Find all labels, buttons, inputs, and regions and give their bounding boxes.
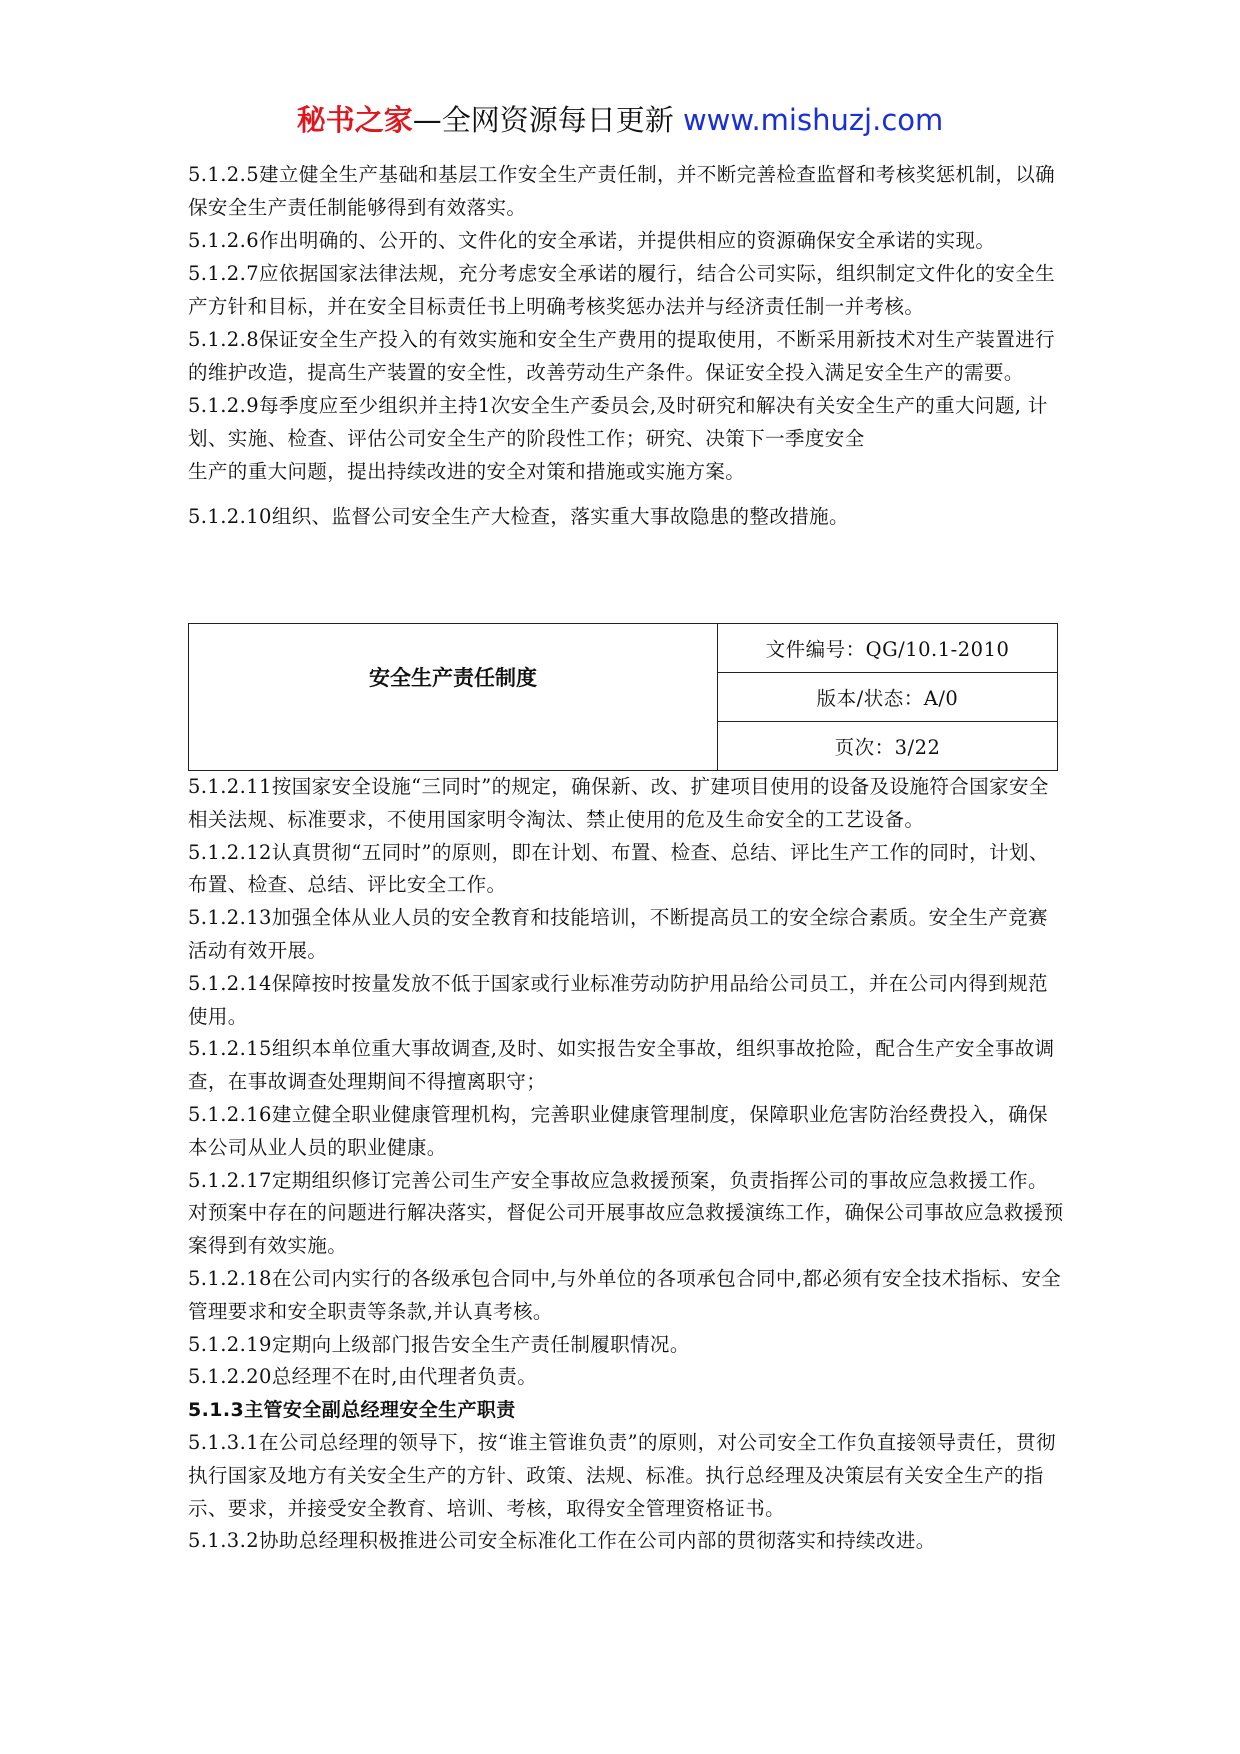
clause-5-1-2-13: 5.1.2.13加强全体从业人员的安全教育和技能培训，不断提高员工的安全综合素质。安全生产竞赛活动有效开展。 xyxy=(188,906,1048,962)
clause-5-1-2-11: 5.1.2.11按国家安全设施“三同时”的规定，确保新、改、扩建项目使用的设备及设施符合国家安全相关法规、标准要求，不使用国家明令淘汰、禁止使用的危及生命安全的工艺设备。 xyxy=(188,775,1049,831)
banner-brand: 秘书之家 xyxy=(296,103,413,137)
document-body-top xyxy=(188,158,1064,537)
clause-5-1-2-16: 5.1.2.16建立健全职业健康管理机构，完善职业健康管理制度，保障职业危害防治经费投入，确保本公司从业人员的职业健康。 xyxy=(188,1102,1048,1159)
banner-tagline: —全网资源每日更新 xyxy=(412,103,674,137)
document-body-bottom xyxy=(188,771,1064,1558)
clause-5-1-2-17: 5.1.2.17定期组织修订完善公司生产安全事故应急救援预案，负责指挥公司的事故应急救援工作。对预案中存在的问题进行解决落实，督促公司开展事故应急救援演练工作，确保公司事故应急救援预案得到有效实施。 xyxy=(188,1168,1064,1258)
page-number: 页次：3/22 xyxy=(718,722,1058,771)
clause-5-1-3-1: 5.1.3.1在公司总经理的领导下，按“谁主管谁负责”的原则，对公司安全工作负直接领导责任，贯彻执行国家及地方有关安全生产的方针、政策、法规、标准。执行总经理及决策层有关安全生产的指示、要求，并接受安全教育、培训、考核，取得安全管理资格证书。 xyxy=(188,1430,1056,1520)
clause-5-1-3-2: 5.1.3.2协助总经理积极推进公司安全标准化工作在公司内部的贯彻落实和持续改进。 xyxy=(188,1529,936,1553)
version-status: 版本/状态：A/0 xyxy=(718,673,1058,722)
site-banner xyxy=(0,100,1240,140)
clause-5-1-2-15: 5.1.2.15组织本单位重大事故调查,及时、如实报告安全事故，组织事故抢险，配合生产安全事故调查，在事故调查处理期间不得擅离职守； xyxy=(188,1037,1055,1094)
clause-5-1-2-20: 5.1.2.20总经理不在时,由代理者负责。 xyxy=(188,1365,538,1389)
clause-5-1-2-19: 5.1.2.19定期向上级部门报告安全生产责任制履职情况。 xyxy=(188,1332,690,1356)
clause-5-1-2-9: 5.1.2.9每季度应至少组织并主持1次安全生产委员会,及时研究和解决有关安全生产的重大问题, 计划、实施、检查、评估公司安全生产的阶段性工作；研究、决策下一季度安全 xyxy=(188,394,1048,450)
clause-5-1-2-6: 5.1.2.6作出明确的、公开的、文件化的安全承诺，并提供相应的资源确保安全承诺的实现。5.1.2.7应依据国家法律法规，充分考虑安全承诺的履行，结合公司实际，组织制定文件化的安全生产方针和目标，并在安全目标责任书上明确考核奖惩办法并与经济责任制一并考核。 xyxy=(188,229,1056,318)
clause-5-1-2-8: 5.1.2.8保证安全生产投入的有效实施和安全生产费用的提取使用，不断采用新技术对生产装置进行的维护改造，提高生产装置的安全性，改善劳动生产条件。保证安全投入满足安全生产的需要。 xyxy=(188,328,1056,384)
banner-url-link[interactable]: www.mishuzj.com xyxy=(682,103,944,137)
clause-5-1-2-12: 5.1.2.12认真贯彻“五同时”的原则，即在计划、布置、检查、总结、评比生产工作的同时，计划、布置、检查、总结、评比安全工作。 xyxy=(188,840,1049,897)
document-title: 安全生产责任制度 xyxy=(189,624,718,771)
section-heading-5-1-3: 5.1.3主管安全副总经理安全生产职责 xyxy=(188,1399,516,1422)
clause-5-1-2-14: 5.1.2.14保障按时按量发放不低于国家或行业标准劳动防护用品给公司员工，并在公司内得到规范使用。 xyxy=(188,971,1048,1028)
clause-5-1-2-18: 5.1.2.18在公司内实行的各级承包合同中,与外单位的各项承包合同中,都必须有安全技术指标、安全管理要求和安全职责等条款,并认真考核。 xyxy=(188,1266,1062,1323)
clause-5-1-2-10: 5.1.2.10组织、监督公司安全生产大检查，落实重大事故隐患的整改措施。 xyxy=(188,505,849,528)
clause-5-1-2-5: 5.1.2.5建立健全生产基础和基层工作安全生产责任制，并不断完善检查监督和考核奖惩机制，以确保安全生产责任制能够得到有效落实。 xyxy=(188,163,1056,219)
clause-5-1-2-9-continued: 生产的重大问题，提出持续改进的安全对策和措施或实施方案。 xyxy=(188,460,746,483)
file-number: 文件编号：QG/10.1-2010 xyxy=(718,624,1058,673)
document-header-table xyxy=(188,623,1058,771)
